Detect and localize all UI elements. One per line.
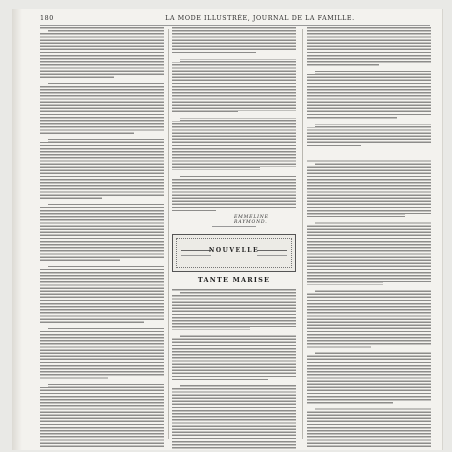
paragraph-indent [307, 289, 315, 292]
paragraph-break [172, 114, 296, 118]
header-rule [40, 25, 430, 26]
page-gutter-shadow [12, 9, 22, 450]
paragraph-break [172, 170, 296, 174]
section-break [307, 148, 431, 160]
paragraph-indent [307, 221, 315, 224]
paragraph-indent [40, 384, 48, 387]
paragraph-break [40, 380, 164, 384]
body-text-block [40, 27, 164, 447]
paragraph-indent [40, 204, 48, 207]
paragraph-break [307, 217, 431, 221]
paragraph-break [40, 135, 164, 139]
body-text-block [307, 27, 431, 447]
page-header [40, 13, 430, 25]
paragraph-break [40, 262, 164, 266]
column-rule-left [168, 29, 169, 439]
article-signature: EMMELINE RAYMOND. [232, 215, 296, 225]
paragraph-indent [40, 328, 48, 331]
paragraph-indent [40, 29, 48, 32]
paragraph-break [40, 200, 164, 204]
column-rule-right [302, 29, 303, 439]
paragraph-break [307, 404, 431, 408]
paragraph-indent [307, 352, 315, 355]
journal-page [12, 9, 442, 450]
story-text-block [172, 289, 296, 449]
page-number: 180 [40, 15, 54, 22]
paragraph-indent [40, 83, 48, 86]
paragraph-break [172, 330, 296, 334]
section-divider [212, 226, 256, 227]
paragraph-indent [307, 162, 315, 165]
paragraph-indent [172, 291, 180, 294]
paragraph-break [172, 380, 296, 384]
paragraph-indent [40, 139, 48, 142]
nouvelle-banner [172, 234, 296, 272]
paragraph-break [307, 285, 431, 289]
paragraph-break [307, 67, 431, 71]
paragraph-indent [307, 124, 315, 127]
paragraph-break [172, 55, 296, 59]
paragraph-indent [40, 266, 48, 269]
banner-label: NOUVELLE [208, 247, 260, 254]
paragraph-indent [307, 71, 315, 74]
story-title: TANTE MARISE [172, 276, 296, 284]
paragraph-indent [172, 59, 180, 62]
running-title: LA MODE ILLUSTRÉE, JOURNAL DE LA FAMILLE. [165, 15, 355, 22]
paragraph-break [40, 324, 164, 328]
paragraph-break [307, 120, 431, 124]
paragraph-break [307, 348, 431, 352]
paragraph-indent [307, 408, 315, 411]
paragraph-indent [172, 334, 180, 337]
paragraph-indent [172, 118, 180, 121]
paragraph-end [216, 208, 296, 211]
paragraph-break [40, 79, 164, 83]
paragraph-indent [172, 174, 180, 177]
paragraph-indent [172, 384, 180, 387]
